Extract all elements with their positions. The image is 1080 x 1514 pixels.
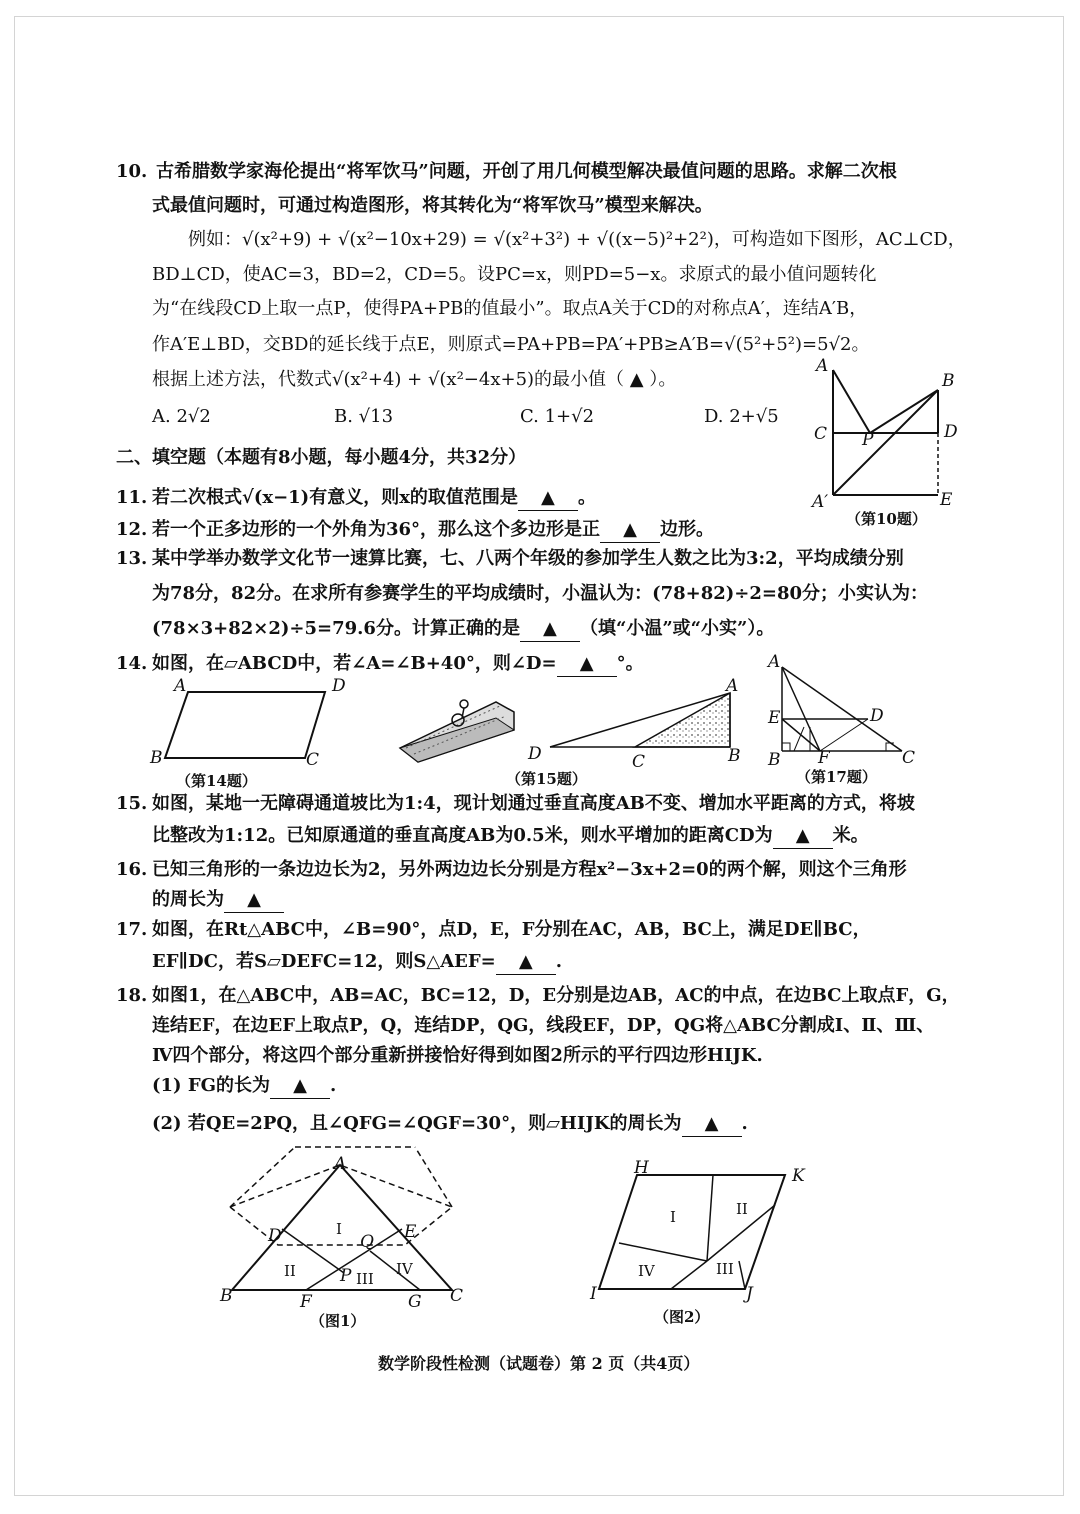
q16-line1: 已知三角形的一条边边长为2，另外两边边长分别是方程x²−3x+2=0的两个解，则这个三角形 bbox=[152, 859, 907, 880]
q10-label-b: B bbox=[942, 371, 955, 391]
q10-line2: 式最值问题时，可通过构造图形，将其转化为“将军饮马”模型来解决。 bbox=[152, 195, 713, 216]
q17-line1: 如图，在Rt△ABC中，∠B=90°，点D，E，F分别在AC，AB，BC上，满足DE∥BC， bbox=[152, 919, 871, 940]
q10-label-a-prime: A′ bbox=[812, 492, 829, 512]
q14-label-d: D bbox=[332, 676, 346, 696]
q10-seg-pb bbox=[870, 390, 938, 433]
q18-fig2-label-i: I bbox=[590, 1284, 597, 1304]
q14-number: 14. bbox=[116, 653, 148, 674]
q18-fig2-seg-5 bbox=[739, 1261, 745, 1289]
q10-fig-caption: （第10题） bbox=[846, 510, 927, 528]
q17-label-a: A bbox=[768, 652, 781, 672]
q18-sub2: (2) 若QE=2PQ，且∠QFG=∠QGF=30°，则▱HIJK的周长为 ▲ . bbox=[152, 1112, 748, 1137]
q17-seg-fd bbox=[820, 719, 868, 751]
page-footer: 数学阶段性检测（试题卷）第 2 页（共4页） bbox=[378, 1354, 700, 1373]
q17-label-d: D bbox=[870, 706, 884, 726]
q18-fig1-label-g: G bbox=[408, 1292, 422, 1312]
q18-fig1-caption: （图1） bbox=[310, 1312, 366, 1330]
q18-fig1-region-3: III bbox=[356, 1270, 374, 1288]
q17-figure bbox=[770, 655, 920, 765]
q10-label-a: A bbox=[816, 356, 829, 376]
q13-line2: 为78分，82分。在求所有参赛学生的平均成绩时，小温认为：(78+82)÷2=80分；小实认为： bbox=[152, 583, 929, 604]
q18-fig1-region-4: IV bbox=[396, 1260, 413, 1278]
q15-line1: 如图，某地一无障碍通道坡比为1:4，现计划通过垂直高度AB不变、增加水平距离的方式，将坡 bbox=[152, 793, 915, 814]
q15-line2: 比整改为1:12。已知原通道的垂直高度AB为0.5米，则水平增加的距离CD为 ▲ 米。 bbox=[152, 824, 869, 849]
q18-fig1-label-p: P bbox=[340, 1266, 352, 1286]
q15-label-c: C bbox=[632, 752, 646, 772]
q10-option-d: D. 2+√5 bbox=[704, 406, 779, 427]
q13-number: 13. bbox=[116, 548, 148, 569]
q16-number: 16. bbox=[116, 859, 148, 880]
q18-fig2-region-4: IV bbox=[638, 1262, 655, 1280]
q10-option-a: A. 2√2 bbox=[152, 406, 211, 427]
q17-label-f: F bbox=[818, 748, 830, 768]
q18-fig1-seg-ef bbox=[306, 1229, 402, 1290]
q18-fig1-label-b: B bbox=[220, 1286, 233, 1306]
q10-seg-a2b bbox=[833, 390, 938, 495]
q18-fig1-label-c: C bbox=[450, 1286, 464, 1306]
q18-fig1-label-d: D bbox=[268, 1226, 282, 1246]
q15-figure bbox=[540, 685, 740, 760]
q18-line1: 如图1，在△ABC中，AB=AC，BC=12，D，E分别是边AB，AC的中点，在边BC上取点F，G， bbox=[152, 985, 960, 1006]
q15-fig-caption: （第15题） bbox=[506, 770, 587, 788]
q13-line3: (78×3+82×2)÷5=79.6分。计算正确的是 ▲ （填“小温”或“小实”）。 bbox=[152, 617, 774, 642]
q12-text: 若一个正多边形的一个外角为36°，那么这个多边形是正 ▲ 边形。 bbox=[152, 518, 714, 543]
q12-number: 12. bbox=[116, 519, 148, 540]
q14-parallelogram bbox=[165, 692, 325, 758]
q14-label-a: A bbox=[174, 676, 187, 696]
q14-fig-caption: （第14题） bbox=[176, 772, 257, 790]
q15-number: 15. bbox=[116, 793, 148, 814]
q10-line4: BD⊥CD，使AC=3，BD=2，CD=5。设PC=x，则PD=5−x。求原式的最小值问题转化 bbox=[152, 264, 877, 285]
q10-line6: 作A′E⊥BD，交BD的延长线于点E，则原式=PA+PB=PA′+PB≥A′B=√(5²+5²)=5√2。 bbox=[152, 334, 870, 355]
q18-fig2-seg-1 bbox=[707, 1175, 713, 1261]
q18-fig1-region-2: II bbox=[284, 1262, 296, 1280]
q18-fig1-region-1: I bbox=[336, 1220, 342, 1238]
q18-fig2-caption: （图2） bbox=[654, 1308, 710, 1326]
q18-fig1-label-a: A bbox=[334, 1154, 347, 1174]
q10-option-c: C. 1+√2 bbox=[520, 406, 595, 427]
q10-label-e: E bbox=[940, 490, 953, 510]
q18-fig2-label-k: K bbox=[792, 1166, 805, 1186]
q18-fig1-dashed-right bbox=[415, 1147, 452, 1207]
q14-text: 如图，在▱ABCD中，若∠A=∠B+40°，则∠D= ▲ °。 bbox=[152, 652, 644, 677]
q17-label-b: B bbox=[768, 750, 781, 770]
q18-fig2-seg-4 bbox=[671, 1261, 707, 1289]
q11-number: 11. bbox=[116, 487, 148, 508]
q17-label-c: C bbox=[902, 748, 916, 768]
q16-line2: 的周长为 ▲ bbox=[152, 888, 284, 913]
q10-line5: 为“在线段CD上取一点P，使得PA+PB的值最小”。取点A关于CD的对称点A′，连结A′B， bbox=[152, 298, 868, 319]
q18-fig2-region-2: II bbox=[736, 1200, 748, 1218]
q10-line7: 根据上述方法，代数式√(x²+4) + √(x²−4x+5)的最小值（ ▲ ）。 bbox=[152, 369, 677, 390]
q17-right-angle bbox=[782, 743, 790, 751]
q18-fig2-region-3: III bbox=[716, 1260, 734, 1278]
q10-line3: 例如：√(x²+9) + √(x²−10x+29) = √(x²+3²) + √((x−5)²+2²)，可构造如下图形，AC⊥CD， bbox=[188, 229, 966, 250]
q10-seg-ap bbox=[833, 370, 870, 433]
q17-seg-ac bbox=[782, 667, 902, 751]
q10-label-d: D bbox=[944, 422, 958, 442]
q18-line3: Ⅳ四个部分，将这四个部分重新拼接恰好得到如图2所示的平行四边形HIJK. bbox=[152, 1045, 763, 1066]
q10-line1: 古希腊数学家海伦提出“将军饮马”问题，开创了用几何模型解决最值问题的思路。求解二次根 bbox=[156, 161, 897, 182]
q14-label-b: B bbox=[150, 748, 163, 768]
q13-line1: 某中学举办数学文化节一速算比赛，七、八两个年级的参加学生人数之比为3:2，平均成绩分别 bbox=[152, 548, 904, 569]
q17-line2: EF∥DC，若S▱DEFC=12，则S△AEF= ▲ . bbox=[152, 950, 562, 975]
q18-number: 18. bbox=[116, 985, 148, 1006]
q18-fig2-region-1: I bbox=[670, 1208, 676, 1226]
q17-label-e: E bbox=[768, 708, 781, 728]
q10-label-c: C bbox=[814, 424, 828, 444]
q18-line2: 连结EF，在边EF上取点P，Q，连结DP，QG，线段EF，DP，QG将△ABC分割成Ⅰ、Ⅱ、Ⅲ、 bbox=[152, 1015, 935, 1036]
q10-number: 10. bbox=[116, 161, 148, 182]
q15-label-d: D bbox=[528, 744, 542, 764]
q15-label-b: B bbox=[728, 746, 741, 766]
q17-number: 17. bbox=[116, 919, 148, 940]
q18-fig1-label-f: F bbox=[300, 1292, 312, 1312]
q10-option-b: B. √13 bbox=[334, 406, 394, 427]
q15-shaded-triangle bbox=[635, 693, 730, 747]
q18-fig1-label-q: Q bbox=[360, 1232, 374, 1252]
q15-label-a: A bbox=[726, 676, 739, 696]
q17-fig-caption: （第17题） bbox=[796, 768, 877, 786]
q18-fig2-label-j: J bbox=[746, 1284, 753, 1304]
q10-label-p: P bbox=[862, 430, 874, 450]
q18-sub1: (1) FG的长为 ▲ . bbox=[152, 1074, 336, 1099]
q18-figure2 bbox=[595, 1165, 805, 1305]
q18-fig1-label-e: E bbox=[404, 1222, 417, 1242]
q18-fig2-seg-2 bbox=[619, 1243, 707, 1261]
q11-text: 若二次根式√(x−1)有意义，则x的取值范围是 ▲ 。 bbox=[152, 486, 596, 511]
q14-label-c: C bbox=[306, 750, 320, 770]
section2-heading: 二、填空题（本题有8小题，每小题4分，共32分） bbox=[116, 447, 527, 468]
q15-ramp-illustration bbox=[396, 690, 526, 765]
q18-fig1-dashed-left bbox=[230, 1147, 295, 1207]
q18-fig2-label-h: H bbox=[634, 1158, 649, 1178]
